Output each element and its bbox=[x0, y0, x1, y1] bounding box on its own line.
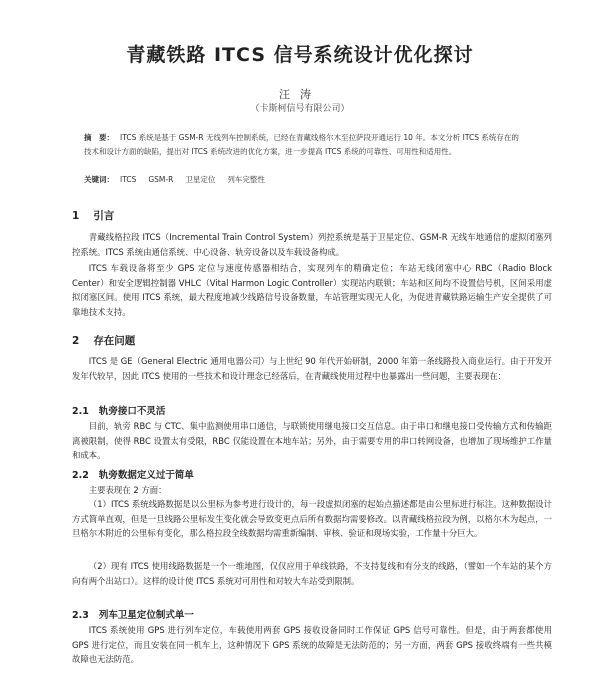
paper-title: 青藏铁路 ITCS 信号系统设计优化探讨 bbox=[126, 44, 474, 66]
section-title: 轨旁数据定义过于简单 bbox=[98, 470, 194, 481]
author-name: 汪涛 bbox=[279, 88, 321, 101]
keywords-label: 关键词： bbox=[84, 175, 114, 184]
keyword: 列车完整性 bbox=[227, 175, 265, 184]
abstract bbox=[84, 131, 524, 159]
section-number: 2.2 bbox=[72, 470, 89, 481]
section-number: 1 bbox=[72, 210, 80, 222]
paragraph: ITCS 车载设备将至少 GPS 定位与速度传感器相结合，实现列车的精确定位；车站无线闭塞中心 RBC（Radio Block Center）和安全逻辑控制器 VHLC（Vital Harmon Logic Controller）实现站内联锁；车站和区间均不设置信号机，区间采用虚拟闭塞区间。使用 ITCS 系统，最大程度地减少线路信号设备数量，车站管理实现无人化，为促进青藏铁路运输生产安全提供了可靠地技术支持。 bbox=[72, 263, 552, 318]
paragraph: （1）ITCS 系统线路数据是以公里标为参考进行设计的，每一段虚拟闭塞的起始点描述都是由公里标进行标注。这种数据设计方式简单直观，但是一旦线路公里标发生变化就会导致变更点后所有数据均需要修改。以青藏线格拉段为例，以格尔木为起点，一旦格尔木附近的公里标有变化，那么格拉段全线数据均需重新编制、审核、验证和现场实验，工作量十分巨大。 bbox=[72, 499, 552, 539]
paragraph: ITCS 系统使用 GPS 进行列车定位，车载使用两套 GPS 接收设备同时工作保证 GPS 信号可靠性。但是，由于两套都使用 GPS 进行定位，而且安装在同一机车上，这种情况下 GPS 系统的故障是无法防范的；另一方面，两套 GPS 接收终端有一些共模故障也无法防范。 bbox=[72, 625, 552, 665]
subsection-heading-2-1 bbox=[72, 403, 165, 417]
paragraph: 目前，轨旁 RBC 与 CTC、集中监测使用串口通信，与联锁使用继电接口交互信息。由于串口和继电接口受传输方式和传输距离被限制，使得 RBC 设置太有受限，RBC 仅能设置在本地车站；另外，由于需要专用的串口转网设备，也增加了现场维护工作量和成本。 bbox=[72, 421, 552, 461]
section-title: 列车卫星定位制式单一 bbox=[98, 610, 194, 621]
section-heading-1 bbox=[72, 208, 114, 223]
keyword: 卫星定位 bbox=[185, 175, 216, 184]
subsection-heading-2-2 bbox=[72, 467, 194, 481]
keyword: GSM-R bbox=[148, 175, 174, 184]
keyword: ITCS bbox=[120, 175, 137, 184]
subsection-heading-2-3 bbox=[72, 607, 194, 621]
section-number: 2.3 bbox=[72, 610, 89, 621]
abstract-text: ITCS 系统是基于 GSM-R 无线列车控制系统，已经在青藏线格尔木至拉萨段开通运行 10 年。本文分析 ITCS 系统存在的技术和设计方面的缺陷，提出对 ITCS 系统改进的优化方案，进一步提高 ITCS 系统的可靠性、可用性和适用性。 bbox=[84, 133, 519, 156]
section-heading-2 bbox=[72, 333, 135, 348]
section-title: 引言 bbox=[93, 210, 115, 222]
paragraph: ITCS 是 GE（General Electric 通用电器公司）与上世纪 90 年代开始研制，2000 年第一条线路投入商业运行。由于开发开发年代较早，因此 ITCS 使用的一些技术和设计理念已经落后，在青藏线使用过程中也暴露出一些问题，主要表现在： bbox=[72, 356, 552, 381]
section-number: 2 bbox=[72, 335, 80, 347]
section-number: 2.1 bbox=[72, 406, 89, 417]
abstract-label: 摘 要： bbox=[84, 133, 114, 142]
paragraph: 青藏线格拉段 ITCS（Incremental Train Control System）列控系统是基于卫星定位、GSM-R 无线车地通信的虚拟闭塞列控系统。ITCS 系统由通信系统、中心设备、轨旁设备以及车载设备构成。 bbox=[72, 232, 552, 257]
author-affiliation: （卡斯柯信号有限公司） bbox=[250, 104, 350, 114]
keywords bbox=[84, 174, 524, 185]
section-title: 轨旁接口不灵活 bbox=[98, 406, 166, 417]
paragraph: （2）现有 ITCS 使用线路数据是一个一维地图，仅仅应用于单线铁路，不支持复线和有分支的线路，（譬如一个车站的某个方向有两个出站口）。这样的设计使 ITCS 系统对可用性和对较大车站受到限制。 bbox=[72, 561, 552, 586]
section-title: 存在问题 bbox=[93, 335, 136, 347]
paragraph: 主要表现在 2 方面： bbox=[88, 485, 167, 495]
